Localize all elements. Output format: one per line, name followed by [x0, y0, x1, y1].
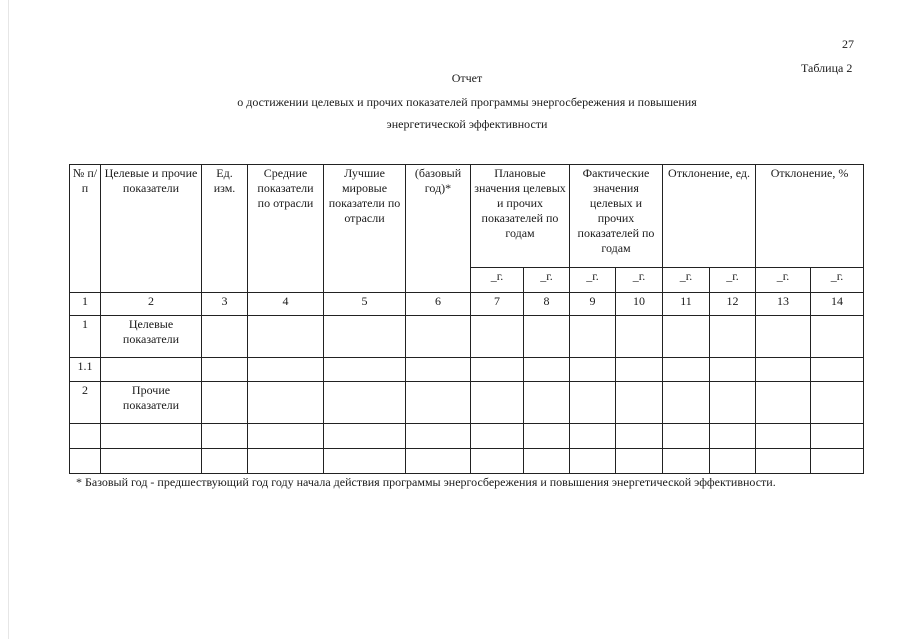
empty-cell: [524, 424, 570, 449]
empty-cell: [524, 382, 570, 424]
empty-cell: [710, 358, 756, 382]
empty-cell: [663, 449, 710, 474]
column-number: 7: [471, 293, 524, 316]
table-row: [70, 382, 864, 424]
column-number: 12: [710, 293, 756, 316]
row-number: 1.1: [70, 358, 101, 382]
column-number: 4: [248, 293, 324, 316]
empty-cell: [616, 358, 663, 382]
footnote: * Базовый год - предшествующий год году начала действия программы энергосбережения и повышения энергетической эффективности.: [76, 475, 776, 489]
year-cell: _г.: [471, 268, 524, 293]
column-number: 1: [70, 293, 101, 316]
empty-cell: [616, 382, 663, 424]
empty-cell: [710, 382, 756, 424]
empty-cell: [471, 449, 524, 474]
column-number: 11: [663, 293, 710, 316]
empty-cell: [756, 316, 811, 358]
empty-cell: [811, 449, 864, 474]
column-number-row: [70, 293, 864, 316]
column-number: 13: [756, 293, 811, 316]
empty-cell: [756, 382, 811, 424]
year-cell: _г.: [616, 268, 663, 293]
empty-cell: [324, 382, 406, 424]
empty-cell: [202, 382, 248, 424]
empty-cell: [248, 316, 324, 358]
report-title: Отчет: [451, 71, 483, 85]
column-number: 10: [616, 293, 663, 316]
column-number: 14: [811, 293, 864, 316]
header-deviation-units: Отклонение, ед.: [663, 165, 756, 268]
empty-cell: [406, 316, 471, 358]
column-number: 2: [101, 293, 202, 316]
empty-cell: [524, 358, 570, 382]
header-indicators: Целевые и прочие показатели: [101, 165, 202, 293]
empty-cell: [248, 358, 324, 382]
header-industry-average: Средние показатели по отрасли: [248, 165, 324, 293]
empty-cell: [710, 316, 756, 358]
empty-cell: [248, 424, 324, 449]
empty-cell: [248, 449, 324, 474]
year-cell: _г.: [710, 268, 756, 293]
report-subtitle-line1: о достижении целевых и прочих показателей программы энергосбережения и повышения: [237, 95, 697, 109]
row-number: [70, 424, 101, 449]
empty-cell: [756, 424, 811, 449]
empty-cell: [471, 382, 524, 424]
empty-cell: [471, 316, 524, 358]
empty-cell: [616, 316, 663, 358]
empty-cell: [324, 316, 406, 358]
empty-cell: [811, 316, 864, 358]
header-actual-values: Фактические значения целевых и прочих показателей по годам: [570, 165, 663, 268]
header-base-year: (базовый год)*: [406, 165, 471, 293]
empty-cell: [324, 358, 406, 382]
empty-cell: [324, 424, 406, 449]
header-planned-values: Плановые значения целевых и прочих показателей по годам: [471, 165, 570, 268]
empty-cell: [663, 382, 710, 424]
empty-cell: [570, 316, 616, 358]
year-cell: _г.: [811, 268, 864, 293]
empty-cell: [710, 424, 756, 449]
empty-cell: [570, 449, 616, 474]
empty-cell: [202, 358, 248, 382]
scan-edge-line: [8, 0, 9, 639]
year-cell: _г.: [756, 268, 811, 293]
year-cell: _г.: [524, 268, 570, 293]
page-number: 27: [842, 37, 854, 51]
empty-cell: [524, 316, 570, 358]
empty-cell: [406, 424, 471, 449]
empty-cell: [756, 358, 811, 382]
year-cell: _г.: [570, 268, 616, 293]
empty-cell: [248, 382, 324, 424]
empty-cell: [663, 358, 710, 382]
table-row: [70, 424, 864, 449]
empty-cell: [324, 449, 406, 474]
empty-cell: [202, 316, 248, 358]
header-world-best: Лучшие мировые показатели по отрасли: [324, 165, 406, 293]
table-row: [70, 358, 864, 382]
empty-cell: [406, 382, 471, 424]
empty-cell: [570, 382, 616, 424]
table-row: [70, 449, 864, 474]
row-number: [70, 449, 101, 474]
empty-cell: [471, 424, 524, 449]
row-number: 1: [70, 316, 101, 358]
empty-cell: [570, 358, 616, 382]
empty-cell: [616, 449, 663, 474]
empty-cell: [811, 358, 864, 382]
table-row: [70, 316, 864, 358]
empty-cell: [663, 424, 710, 449]
empty-cell: [710, 449, 756, 474]
header-deviation-percent: Отклонение, %: [756, 165, 864, 268]
empty-cell: [524, 449, 570, 474]
report-subtitle-line2: энергетической эффективности: [386, 117, 548, 131]
row-name: Прочие показатели: [101, 382, 202, 424]
row-name: [101, 424, 202, 449]
row-name: [101, 358, 202, 382]
header-number: № п/п: [70, 165, 101, 293]
empty-cell: [406, 358, 471, 382]
empty-cell: [406, 449, 471, 474]
column-number: 6: [406, 293, 471, 316]
column-number: 9: [570, 293, 616, 316]
empty-cell: [471, 358, 524, 382]
empty-cell: [663, 316, 710, 358]
empty-cell: [570, 424, 616, 449]
empty-cell: [616, 424, 663, 449]
row-number: 2: [70, 382, 101, 424]
column-number: 5: [324, 293, 406, 316]
empty-cell: [202, 424, 248, 449]
row-name: [101, 449, 202, 474]
report-table: [69, 164, 864, 474]
table-label: Таблица 2: [801, 61, 853, 75]
empty-cell: [811, 424, 864, 449]
column-number: 8: [524, 293, 570, 316]
header-units: Ед. изм.: [202, 165, 248, 293]
row-name: Целевые показатели: [101, 316, 202, 358]
year-cell: _г.: [663, 268, 710, 293]
empty-cell: [811, 382, 864, 424]
empty-cell: [756, 449, 811, 474]
column-number: 3: [202, 293, 248, 316]
empty-cell: [202, 449, 248, 474]
